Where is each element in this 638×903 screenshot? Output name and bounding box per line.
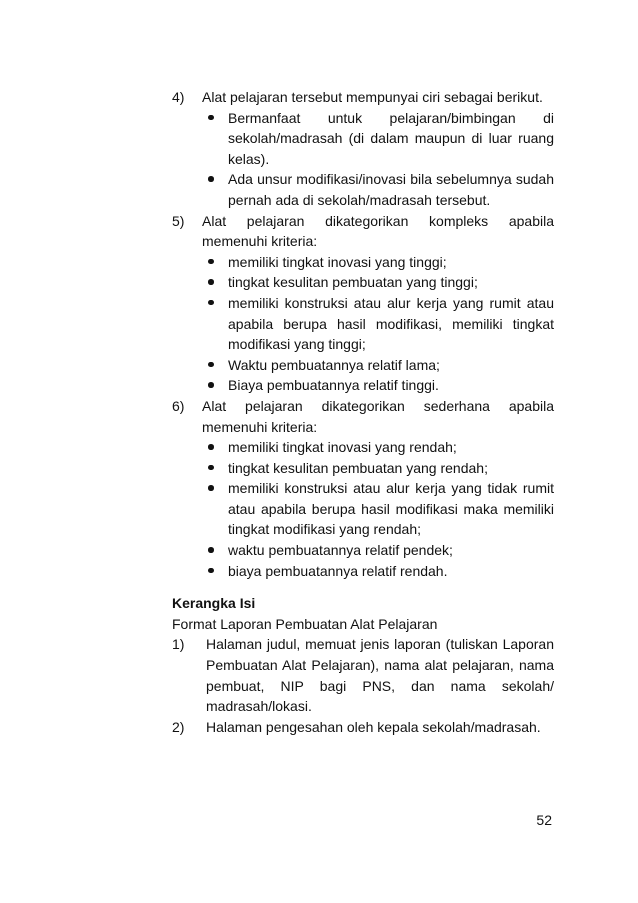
bullet-item: tingkat kesulitan pembuatan yang rendah; [204,458,554,479]
list-item [172,87,554,211]
bullet-item: memiliki tingkat inovasi yang tinggi; [204,252,554,273]
bullet-item: memiliki konstruksi atau alur kerja yang tidak rumit atau apabila berupa hasil modifikasi maka memiliki tingkat modifikasi yang rendah; [204,478,554,540]
bullet-item: Biaya pembuatannya relatif tinggi. [204,375,554,396]
list-item-text: Alat pelajaran dikategorikan sederhana apabila memenuhi kriteria: [202,397,554,435]
bullet-item: waktu pembuatannya relatif pendek; [204,540,554,561]
list-item [172,634,554,716]
list-item-text: Halaman pengesahan oleh kepala sekolah/madrasah. [206,718,541,735]
bullet-list [202,108,554,211]
section-heading: Kerangka Isi [172,595,256,612]
list-item-text: Halaman judul, memuat jenis laporan (tuliskan Laporan Pembuatan Alat Pelajaran), nama alat pelajaran, nama pembuat, NIP bagi PNS, dan nama sekolah/ madrasah/lokasi. [206,636,554,715]
criteria-list [172,87,554,581]
list-number: 2) [172,718,185,735]
list-number: 1) [172,636,185,653]
bullet-item: Waktu pembuatannya relatif lama; [204,355,554,376]
bullet-list [202,252,554,396]
bullet-item: biaya pembuatannya relatif rendah. [204,561,554,582]
list-number: 5) [172,212,185,229]
page-content [172,87,554,737]
list-item [172,717,554,738]
list-item [172,211,554,396]
section-subheading: Format Laporan Pembuatan Alat Pelajaran [172,615,438,632]
list-number: 4) [172,89,185,105]
list-item-text: Alat pelajaran dikategorikan kompleks apabila memenuhi kriteria: [202,212,554,250]
bullet-list [202,437,554,581]
bullet-item: Ada unsur modifikasi/inovasi bila sebelumnya sudah pernah ada di sekolah/madrasah tersebut. [204,169,554,210]
bullet-item: Bermanfaat untuk pelajaran/bimbingan di sekolah/madrasah (di dalam maupun di luar ruang kelas). [204,108,554,170]
bullet-item: memiliki konstruksi atau alur kerja yang rumit atau apabila berupa hasil modifikasi, memiliki tingkat modifikasi yang tinggi; [204,293,554,355]
bullet-item: tingkat kesulitan pembuatan yang tinggi; [204,272,554,293]
list-number: 6) [172,397,185,414]
list-item [172,396,554,581]
report-format-list [172,634,554,737]
list-item-text: Alat pelajaran tersebut mempunyai ciri sebagai berikut. [202,89,543,105]
page-number: 52 [536,812,552,828]
bullet-item: memiliki tingkat inovasi yang rendah; [204,437,554,458]
